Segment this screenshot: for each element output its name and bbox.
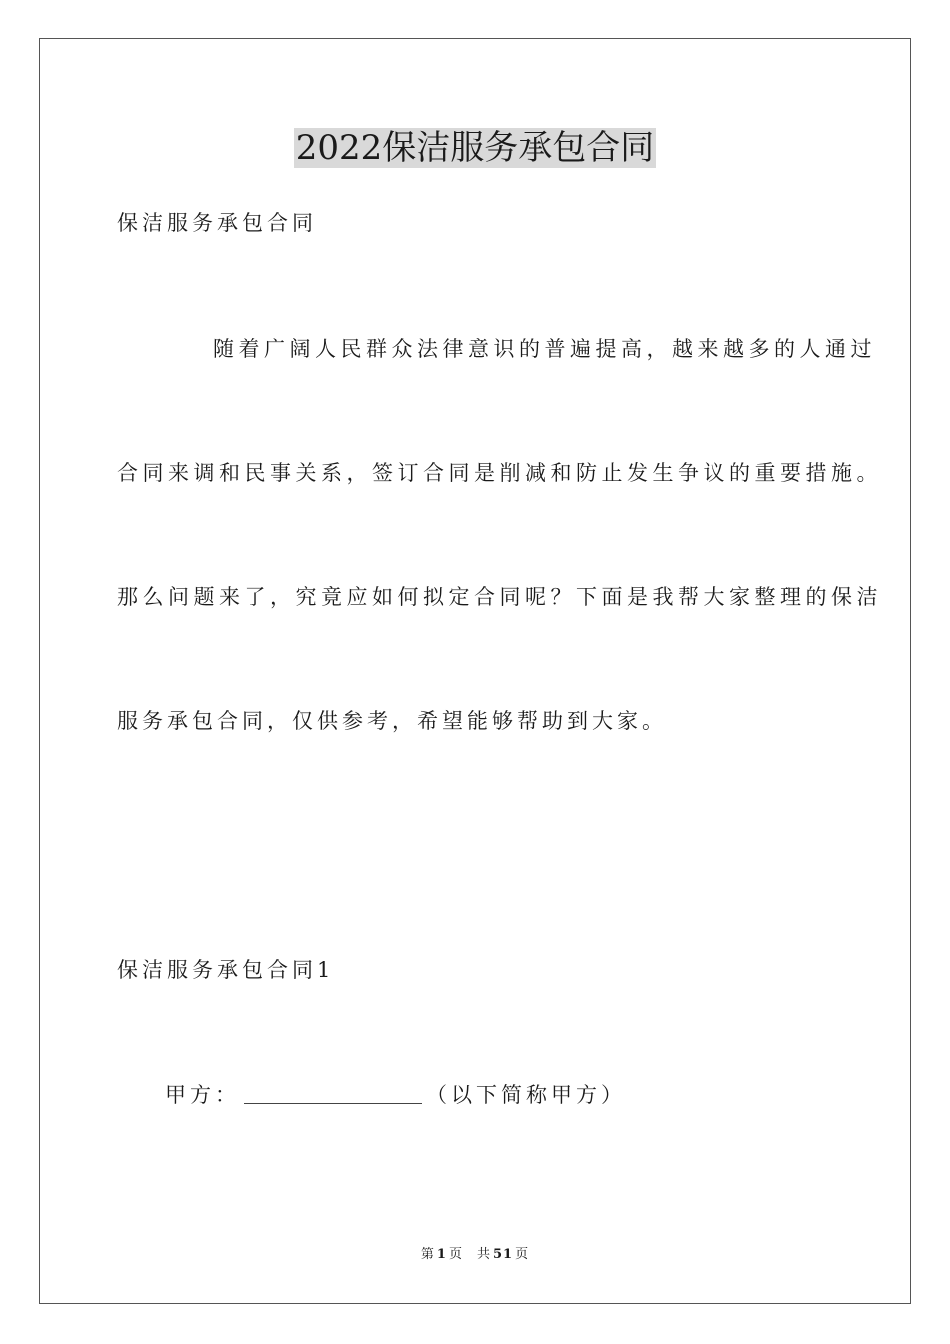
- footer-total-prefix: 共: [476, 1247, 491, 1262]
- document-subtitle: 保洁服务承包合同: [117, 211, 317, 235]
- footer-page-prefix: 第: [420, 1247, 435, 1262]
- document-title: [0, 126, 950, 170]
- party-a-line: [165, 1080, 626, 1110]
- intro-line-3: 那么问题来了，究竟应如何拟定合同呢？下面是我帮大家整理的保洁: [117, 585, 882, 609]
- page-footer: [0, 1245, 950, 1265]
- intro-line-2: 合同来调和民事关系，签订合同是削减和防止发生争议的重要措施。: [117, 461, 882, 485]
- footer-page-total: 51: [492, 1247, 514, 1262]
- section-heading: 保洁服务承包合同1: [117, 958, 335, 982]
- party-a-blank-field[interactable]: [244, 1083, 422, 1104]
- party-a-suffix: （以下简称甲方）: [426, 1083, 626, 1107]
- footer-page-current: 1: [436, 1247, 447, 1262]
- document-title-text: 2022保洁服务承包合同: [295, 128, 655, 168]
- footer-page-suffix: 页: [448, 1247, 463, 1262]
- party-a-label: 甲方：: [165, 1083, 240, 1107]
- intro-line-4: 服务承包合同，仅供参考，希望能够帮助到大家。: [117, 709, 667, 733]
- footer-total-suffix: 页: [515, 1247, 530, 1262]
- intro-line-1: 随着广阔人民群众法律意识的普遍提高，越来越多的人通过: [213, 337, 876, 361]
